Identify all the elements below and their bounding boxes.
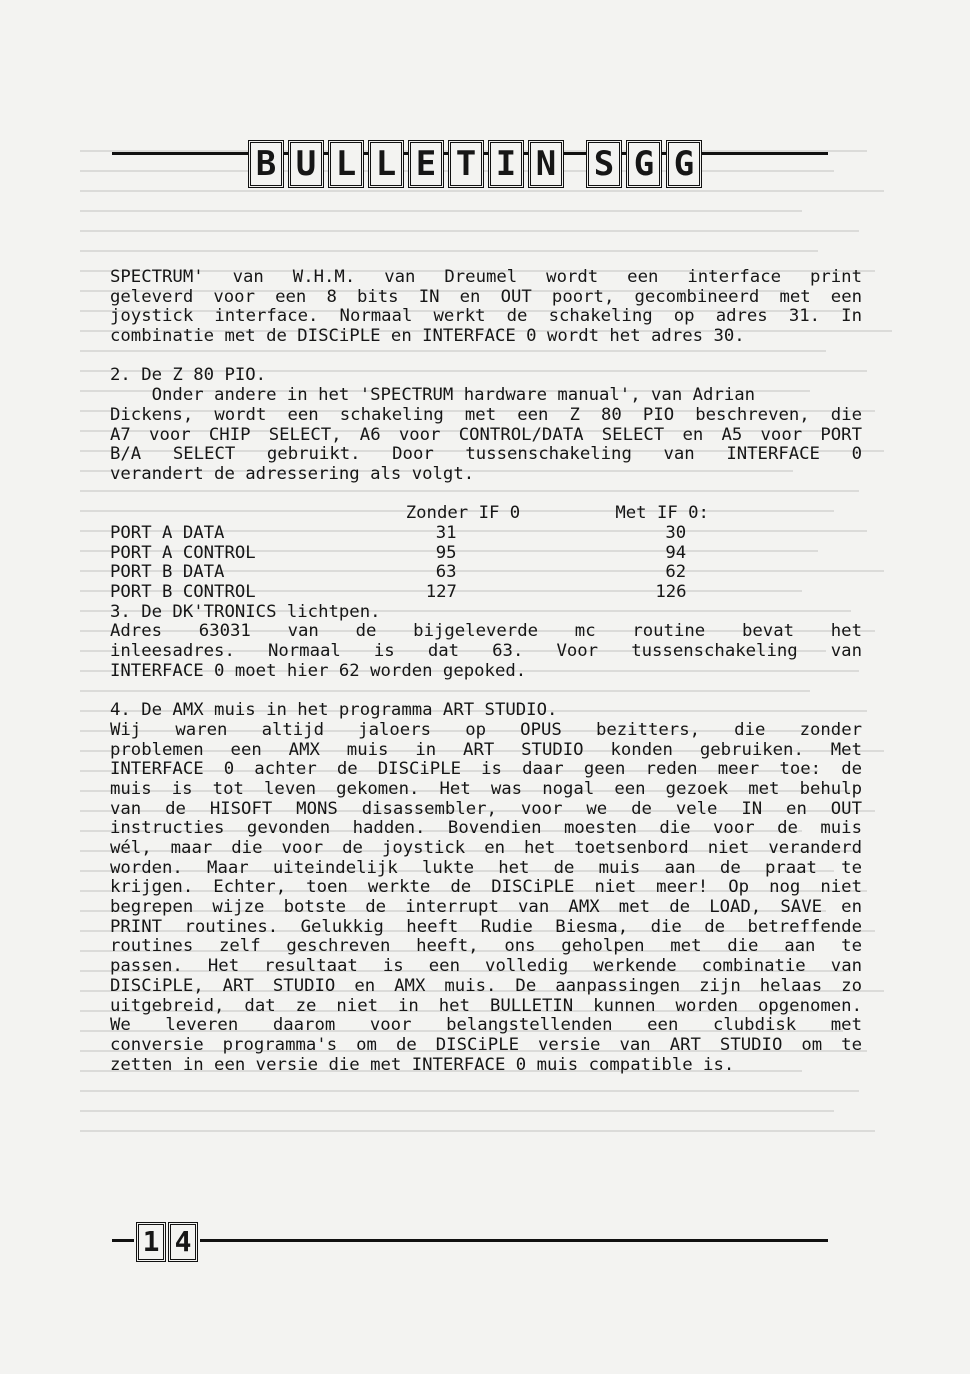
logo-letter: E (408, 140, 444, 188)
text-line: A7 voor CHIP SELECT, A6 voor CONTROL/DATA SELECT en A5 voor PORT (110, 424, 862, 445)
article-body (110, 268, 862, 1075)
address-with-if0: 94 (665, 542, 687, 563)
pio-paragraph (110, 386, 862, 484)
logo-letter: G (666, 140, 702, 188)
text-line: uitgebreid, dat ze niet in het BULLETIN kunnen worden opgenomen. (110, 995, 862, 1016)
address-without-if0: 63 (435, 562, 457, 583)
address-with-if0: 126 (655, 582, 687, 603)
text-line: begrepen wijze botste de interrupt van AMX met de LOAD, SAVE en (110, 897, 862, 918)
logo-letter: S (586, 140, 622, 188)
text-line: PRINT routines. Gelukkig heeft Rudie Biesma, die de betreffende (110, 916, 862, 937)
text-line: instructies gevonden hadden. Bovendien moesten die voor de muis (110, 818, 862, 839)
page-digit: 4 (168, 1222, 198, 1262)
dktronics-paragraph (110, 622, 862, 681)
address-without-if0: 127 (425, 582, 457, 603)
port-name: PORT A DATA (110, 522, 225, 543)
table-header: Zonder IF 0 (405, 503, 521, 524)
text-line: inleesadres. Normaal is dat 63. Voor tussenschakeling van (110, 641, 862, 662)
port-address-table (110, 504, 862, 603)
text-line: SPECTRUM' van W.H.M. van Dreumel wordt een interface print (110, 267, 862, 287)
text-line: Dickens, wordt een schakeling met een Z 80 PIO beschreven, die (110, 404, 862, 425)
table-header: Met IF 0: (615, 503, 709, 524)
amx-paragraph (110, 721, 862, 1075)
address-without-if0: 95 (435, 542, 457, 563)
port-name: PORT B CONTROL (110, 582, 256, 603)
table-row (110, 524, 862, 544)
text-line: INTERFACE 0 achter de DISCiPLE is daar geen reden meer toe: de (110, 759, 862, 780)
text-line: muis is tot leven gekomen. Het was nogal een gezoek met behulp (110, 778, 862, 799)
logo-letter: B (248, 140, 284, 188)
section-heading-pio: 2. De Z 80 PIO. (110, 365, 267, 386)
logo-letter: G (626, 140, 662, 188)
logo-letter: U (288, 140, 324, 188)
text-line: passen. Het resultaat is een volledig werkende combinatie van (110, 956, 862, 977)
footer-rule (112, 1239, 134, 1242)
section-heading-dktronics: 3. De DK'TRONICS lichtpen. (110, 601, 381, 622)
logo-letter: T (448, 140, 484, 188)
text-line: zetten in een versie die met INTERFACE 0 muis compatible is. (110, 1054, 735, 1075)
text-line: problemen een AMX muis in ART STUDIO konden gebruiken. Met (110, 739, 862, 760)
section-heading-amx: 4. De AMX muis in het programma ART STUDIO. (110, 700, 558, 721)
logo-letter: L (328, 140, 364, 188)
text-line: krijgen. Echter, toen werkte de DISCiPLE niet meer! Op nog niet (110, 877, 862, 898)
text-line: wél, maar die voor de joystick en het toetsenbord niet veranderd (110, 838, 862, 859)
logo-letter: N (528, 140, 564, 188)
page-digit: 1 (136, 1222, 166, 1262)
text-line: We leveren daarom voor belangstellenden een clubdisk met (110, 1015, 862, 1036)
text-line: verandert de adressering als volgt. (110, 463, 475, 484)
footer-rule (200, 1239, 828, 1242)
address-with-if0: 62 (665, 562, 687, 583)
text-line: worden. Maar uiteindelijk lukte het de muis aan de praat te (110, 857, 862, 878)
table-row (110, 563, 862, 583)
port-name: PORT B DATA (110, 562, 225, 583)
port-name: PORT A CONTROL (110, 542, 256, 563)
text-line: joystick interface. Normaal werkt de schakeling op adres 31. In (110, 306, 862, 327)
table-header (110, 504, 406, 524)
text-line: Adres 63031 van de bijgeleverde mc routine bevat het (110, 621, 862, 642)
text-line: Onder andere in het 'SPECTRUM hardware manual', van Adrian (110, 385, 756, 406)
logo-letter: I (488, 140, 524, 188)
intro-paragraph (110, 268, 862, 347)
table-header-row (110, 504, 862, 524)
address-with-if0: 30 (665, 522, 687, 543)
text-line: van de HISOFT MONS disassembler, voor we de vele IN en OUT (110, 798, 862, 819)
text-line: DISCiPLE, ART STUDIO en AMX muis. De aanpassingen zijn helaas zo (110, 975, 862, 996)
text-line: conversie programma's om de DISCiPLE versie van ART STUDIO om te (110, 1034, 862, 1055)
table-row (110, 583, 862, 603)
text-line: B/A SELECT gebruikt. Door tussenschakeling van INTERFACE 0 (110, 444, 862, 465)
logo-letter: L (368, 140, 404, 188)
table-row (110, 544, 862, 564)
page-number (136, 1222, 198, 1262)
bulletin-sgg-logo (248, 140, 702, 192)
text-line: combinatie met de DISCiPLE en INTERFACE 0 wordt het adres 30. (110, 326, 745, 347)
text-line: routines zelf geschreven heeft, ons geholpen met die aan te (110, 936, 862, 957)
address-without-if0: 31 (435, 522, 457, 543)
text-line: Wij waren altijd jaloers op OPUS bezitters, die zonder (110, 719, 862, 740)
text-line: geleverd voor een 8 bits IN en OUT poort, gecombineerd met een (110, 286, 862, 307)
text-line: INTERFACE 0 moet hier 62 worden gepoked. (110, 660, 527, 681)
